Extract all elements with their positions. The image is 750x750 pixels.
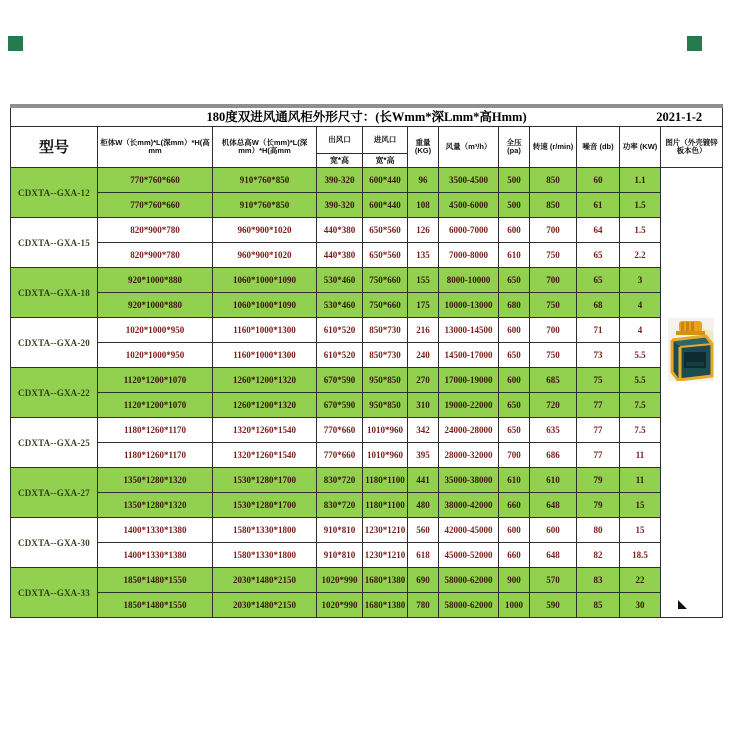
col-header-noise: 噪音 (db) [577, 127, 620, 168]
cell-inlet: 1680*1380 [363, 593, 408, 618]
cell-pressure: 660 [499, 543, 530, 568]
cell-cabinet: 1350*1280*1320 [98, 493, 213, 518]
cell-weight: 216 [408, 318, 439, 343]
cell-overall: 960*900*1020 [213, 243, 317, 268]
cell-pressure: 610 [499, 468, 530, 493]
cell-airflow: 35000-38000 [439, 468, 499, 493]
cell-pressure: 660 [499, 493, 530, 518]
cell-pressure: 900 [499, 568, 530, 593]
cell-inlet: 1010*960 [363, 418, 408, 443]
cell-overall: 1580*1330*1800 [213, 543, 317, 568]
cell-pressure: 650 [499, 268, 530, 293]
cell-airflow: 7000-8000 [439, 243, 499, 268]
cell-power: 1.1 [620, 168, 661, 193]
cell-speed: 750 [530, 293, 577, 318]
cell-weight: 441 [408, 468, 439, 493]
cell-inlet: 850*730 [363, 343, 408, 368]
corner-green-square-right [687, 36, 702, 51]
col-header-inlet: 进风口 [363, 127, 408, 154]
model-cell: CDXTA--GXA-27 [11, 468, 98, 518]
cell-power: 22 [620, 568, 661, 593]
model-cell: CDXTA--GXA-25 [11, 418, 98, 468]
cell-speed: 850 [530, 193, 577, 218]
cell-overall: 910*760*850 [213, 193, 317, 218]
cell-airflow: 8000-10000 [439, 268, 499, 293]
cell-outlet: 440*380 [317, 218, 363, 243]
cell-noise: 65 [577, 243, 620, 268]
cell-cabinet: 1350*1280*1320 [98, 468, 213, 493]
cell-noise: 60 [577, 168, 620, 193]
cell-noise: 73 [577, 343, 620, 368]
cell-speed: 600 [530, 518, 577, 543]
col-header-cabinet-dims: 柜体W（长mm)*L(深mm）*H(高mm [98, 127, 213, 168]
cell-pressure: 600 [499, 518, 530, 543]
cell-airflow: 58000-62000 [439, 568, 499, 593]
cell-power: 18.5 [620, 543, 661, 568]
cell-speed: 750 [530, 243, 577, 268]
cell-inlet: 750*660 [363, 268, 408, 293]
cell-airflow: 19000-22000 [439, 393, 499, 418]
cell-noise: 65 [577, 268, 620, 293]
cell-pressure: 600 [499, 218, 530, 243]
cell-cabinet: 770*760*660 [98, 193, 213, 218]
cell-pressure: 680 [499, 293, 530, 318]
cell-speed: 648 [530, 543, 577, 568]
cell-speed: 686 [530, 443, 577, 468]
cell-weight: 108 [408, 193, 439, 218]
cell-noise: 85 [577, 593, 620, 618]
cell-power: 5.5 [620, 368, 661, 393]
table-row [11, 593, 723, 618]
table-row [11, 193, 723, 218]
cell-airflow: 17000-19000 [439, 368, 499, 393]
cell-inlet: 1010*960 [363, 443, 408, 468]
cell-overall: 1060*1000*1090 [213, 268, 317, 293]
cell-outlet: 1020*990 [317, 568, 363, 593]
cell-cabinet: 1850*1480*1550 [98, 568, 213, 593]
cell-inlet: 1180*1100 [363, 493, 408, 518]
col-header-pressure: 全压 (pa) [499, 127, 530, 168]
cell-pressure: 700 [499, 443, 530, 468]
cell-airflow: 38000-42000 [439, 493, 499, 518]
cell-speed: 648 [530, 493, 577, 518]
cell-overall: 2030*1480*2150 [213, 593, 317, 618]
cell-pressure: 1000 [499, 593, 530, 618]
cell-inlet: 1230*1210 [363, 518, 408, 543]
picture-cell [661, 168, 723, 618]
cell-airflow: 45000-52000 [439, 543, 499, 568]
cell-outlet: 910*810 [317, 543, 363, 568]
cell-cabinet: 1020*1000*950 [98, 343, 213, 368]
model-cell: CDXTA--GXA-30 [11, 518, 98, 568]
model-cell: CDXTA--GXA-12 [11, 168, 98, 218]
cell-inlet: 1180*1100 [363, 468, 408, 493]
cell-speed: 700 [530, 218, 577, 243]
table-row [11, 468, 723, 493]
cell-weight: 96 [408, 168, 439, 193]
cell-speed: 850 [530, 168, 577, 193]
col-header-picture: 图片（外壳镀锌板本色） [661, 127, 723, 168]
table-title: 180度双进风通风柜外形尺寸：(长Wmm*深Lmm*高Hmm) [206, 110, 527, 124]
cell-power: 1.5 [620, 218, 661, 243]
col-header-weight: 重量(KG) [408, 127, 439, 168]
cell-airflow: 3500-4500 [439, 168, 499, 193]
model-cell: CDXTA--GXA-15 [11, 218, 98, 268]
model-cell: CDXTA--GXA-22 [11, 368, 98, 418]
cell-overall: 1260*1200*1320 [213, 368, 317, 393]
table-row [11, 168, 723, 193]
cell-airflow: 58000-62000 [439, 593, 499, 618]
cell-overall: 1580*1330*1800 [213, 518, 317, 543]
cell-weight: 135 [408, 243, 439, 268]
cell-airflow: 14500-17000 [439, 343, 499, 368]
model-cell: CDXTA--GXA-20 [11, 318, 98, 368]
cell-pressure: 500 [499, 193, 530, 218]
cell-noise: 79 [577, 493, 620, 518]
model-cell: CDXTA--GXA-18 [11, 268, 98, 318]
cell-cabinet: 920*1000*880 [98, 293, 213, 318]
cell-noise: 71 [577, 318, 620, 343]
table-row [11, 568, 723, 593]
col-header-airflow: 风量（m³/h） [439, 127, 499, 168]
cell-noise: 79 [577, 468, 620, 493]
table-row [11, 443, 723, 468]
cell-outlet: 770*660 [317, 418, 363, 443]
table-row [11, 243, 723, 268]
cell-noise: 77 [577, 443, 620, 468]
table-row [11, 343, 723, 368]
cell-power: 11 [620, 443, 661, 468]
cell-noise: 75 [577, 368, 620, 393]
cell-pressure: 650 [499, 418, 530, 443]
cell-power: 15 [620, 518, 661, 543]
col-header-overall-dims: 机体总高W（长mm)*L(深mm）*H(高mm [213, 127, 317, 168]
cell-speed: 635 [530, 418, 577, 443]
table-row [11, 418, 723, 443]
cell-noise: 80 [577, 518, 620, 543]
bottom-right-marker [678, 600, 687, 609]
cell-weight: 560 [408, 518, 439, 543]
cell-power: 4 [620, 293, 661, 318]
cell-inlet: 600*440 [363, 168, 408, 193]
table-row [11, 318, 723, 343]
subheader-outlet-wh: 宽*高 [317, 154, 363, 168]
cell-overall: 1320*1260*1540 [213, 418, 317, 443]
cell-overall: 1160*1000*1300 [213, 318, 317, 343]
cell-cabinet: 1120*1200*1070 [98, 393, 213, 418]
table-date: 2021-1-2 [656, 110, 703, 124]
cell-cabinet: 820*900*780 [98, 218, 213, 243]
header-row-main [11, 127, 723, 154]
cell-pressure: 500 [499, 168, 530, 193]
col-header-outlet: 出风口 [317, 127, 363, 154]
cell-noise: 82 [577, 543, 620, 568]
fan-cabinet-photo [668, 318, 714, 381]
cell-weight: 342 [408, 418, 439, 443]
cell-inlet: 950*850 [363, 393, 408, 418]
cell-outlet: 390-320 [317, 193, 363, 218]
cell-inlet: 1680*1380 [363, 568, 408, 593]
cell-speed: 610 [530, 468, 577, 493]
cell-speed: 590 [530, 593, 577, 618]
table-row [11, 543, 723, 568]
cell-noise: 61 [577, 193, 620, 218]
fan-spec-table [10, 104, 723, 618]
cell-overall: 910*760*850 [213, 168, 317, 193]
cell-cabinet: 1400*1330*1380 [98, 543, 213, 568]
cell-airflow: 10000-13000 [439, 293, 499, 318]
cell-outlet: 670*590 [317, 368, 363, 393]
table-row [11, 268, 723, 293]
cell-cabinet: 820*900*780 [98, 243, 213, 268]
corner-green-square-left [8, 36, 23, 51]
cell-outlet: 830*720 [317, 468, 363, 493]
cell-overall: 1530*1280*1700 [213, 493, 317, 518]
table-row [11, 368, 723, 393]
cell-inlet: 850*730 [363, 318, 408, 343]
cell-outlet: 530*460 [317, 268, 363, 293]
cell-pressure: 650 [499, 393, 530, 418]
cell-speed: 700 [530, 268, 577, 293]
cell-cabinet: 1180*1260*1170 [98, 443, 213, 468]
cell-inlet: 650*560 [363, 218, 408, 243]
cell-outlet: 440*380 [317, 243, 363, 268]
cell-inlet: 650*560 [363, 243, 408, 268]
cell-weight: 480 [408, 493, 439, 518]
cell-power: 7.5 [620, 393, 661, 418]
cell-speed: 750 [530, 343, 577, 368]
cell-weight: 270 [408, 368, 439, 393]
cell-outlet: 390-320 [317, 168, 363, 193]
cell-outlet: 530*460 [317, 293, 363, 318]
cell-power: 7.5 [620, 418, 661, 443]
cell-noise: 77 [577, 418, 620, 443]
cell-power: 11 [620, 468, 661, 493]
cell-cabinet: 1180*1260*1170 [98, 418, 213, 443]
cell-power: 30 [620, 593, 661, 618]
cell-cabinet: 1020*1000*950 [98, 318, 213, 343]
cell-weight: 395 [408, 443, 439, 468]
cell-overall: 2030*1480*2150 [213, 568, 317, 593]
cell-weight: 618 [408, 543, 439, 568]
cell-weight: 155 [408, 268, 439, 293]
cell-noise: 64 [577, 218, 620, 243]
cell-power: 15 [620, 493, 661, 518]
cell-noise: 68 [577, 293, 620, 318]
cell-airflow: 4500-6000 [439, 193, 499, 218]
cell-cabinet: 920*1000*880 [98, 268, 213, 293]
cell-power: 5.5 [620, 343, 661, 368]
cell-inlet: 750*660 [363, 293, 408, 318]
cell-weight: 175 [408, 293, 439, 318]
cell-weight: 126 [408, 218, 439, 243]
cell-airflow: 24000-28000 [439, 418, 499, 443]
cell-overall: 1060*1000*1090 [213, 293, 317, 318]
cell-pressure: 600 [499, 318, 530, 343]
cell-weight: 780 [408, 593, 439, 618]
cell-outlet: 770*660 [317, 443, 363, 468]
table-row [11, 518, 723, 543]
title-row [11, 106, 723, 127]
cell-cabinet: 1850*1480*1550 [98, 593, 213, 618]
col-header-power: 功率 (KW) [620, 127, 661, 168]
cell-noise: 83 [577, 568, 620, 593]
cell-overall: 960*900*1020 [213, 218, 317, 243]
cell-outlet: 610*520 [317, 318, 363, 343]
cell-weight: 310 [408, 393, 439, 418]
subheader-inlet-wh: 宽*高 [363, 154, 408, 168]
cell-outlet: 1020*990 [317, 593, 363, 618]
cell-airflow: 42000-45000 [439, 518, 499, 543]
cell-outlet: 610*520 [317, 343, 363, 368]
cell-power: 2.2 [620, 243, 661, 268]
cell-speed: 685 [530, 368, 577, 393]
cell-inlet: 600*440 [363, 193, 408, 218]
cell-cabinet: 770*760*660 [98, 168, 213, 193]
cell-outlet: 670*590 [317, 393, 363, 418]
cell-power: 4 [620, 318, 661, 343]
cell-inlet: 950*850 [363, 368, 408, 393]
cell-power: 1.5 [620, 193, 661, 218]
cell-airflow: 13000-14500 [439, 318, 499, 343]
cell-speed: 720 [530, 393, 577, 418]
cell-overall: 1160*1000*1300 [213, 343, 317, 368]
col-header-speed: 转速 (r/min) [530, 127, 577, 168]
cell-weight: 690 [408, 568, 439, 593]
cell-pressure: 650 [499, 343, 530, 368]
cell-overall: 1260*1200*1320 [213, 393, 317, 418]
col-header-model: 型号 [11, 127, 98, 168]
cell-speed: 570 [530, 568, 577, 593]
model-cell: CDXTA--GXA-33 [11, 568, 98, 618]
cell-noise: 77 [577, 393, 620, 418]
table-row [11, 493, 723, 518]
table-row [11, 218, 723, 243]
table-row [11, 293, 723, 318]
cell-cabinet: 1120*1200*1070 [98, 368, 213, 393]
cell-overall: 1320*1260*1540 [213, 443, 317, 468]
cell-power: 3 [620, 268, 661, 293]
cell-weight: 240 [408, 343, 439, 368]
cell-inlet: 1230*1210 [363, 543, 408, 568]
cell-pressure: 610 [499, 243, 530, 268]
cell-outlet: 910*810 [317, 518, 363, 543]
cell-airflow: 6000-7000 [439, 218, 499, 243]
cell-overall: 1530*1280*1700 [213, 468, 317, 493]
cell-airflow: 28000-32000 [439, 443, 499, 468]
cell-cabinet: 1400*1330*1380 [98, 518, 213, 543]
cell-outlet: 830*720 [317, 493, 363, 518]
cell-pressure: 600 [499, 368, 530, 393]
table-row [11, 393, 723, 418]
cell-speed: 700 [530, 318, 577, 343]
